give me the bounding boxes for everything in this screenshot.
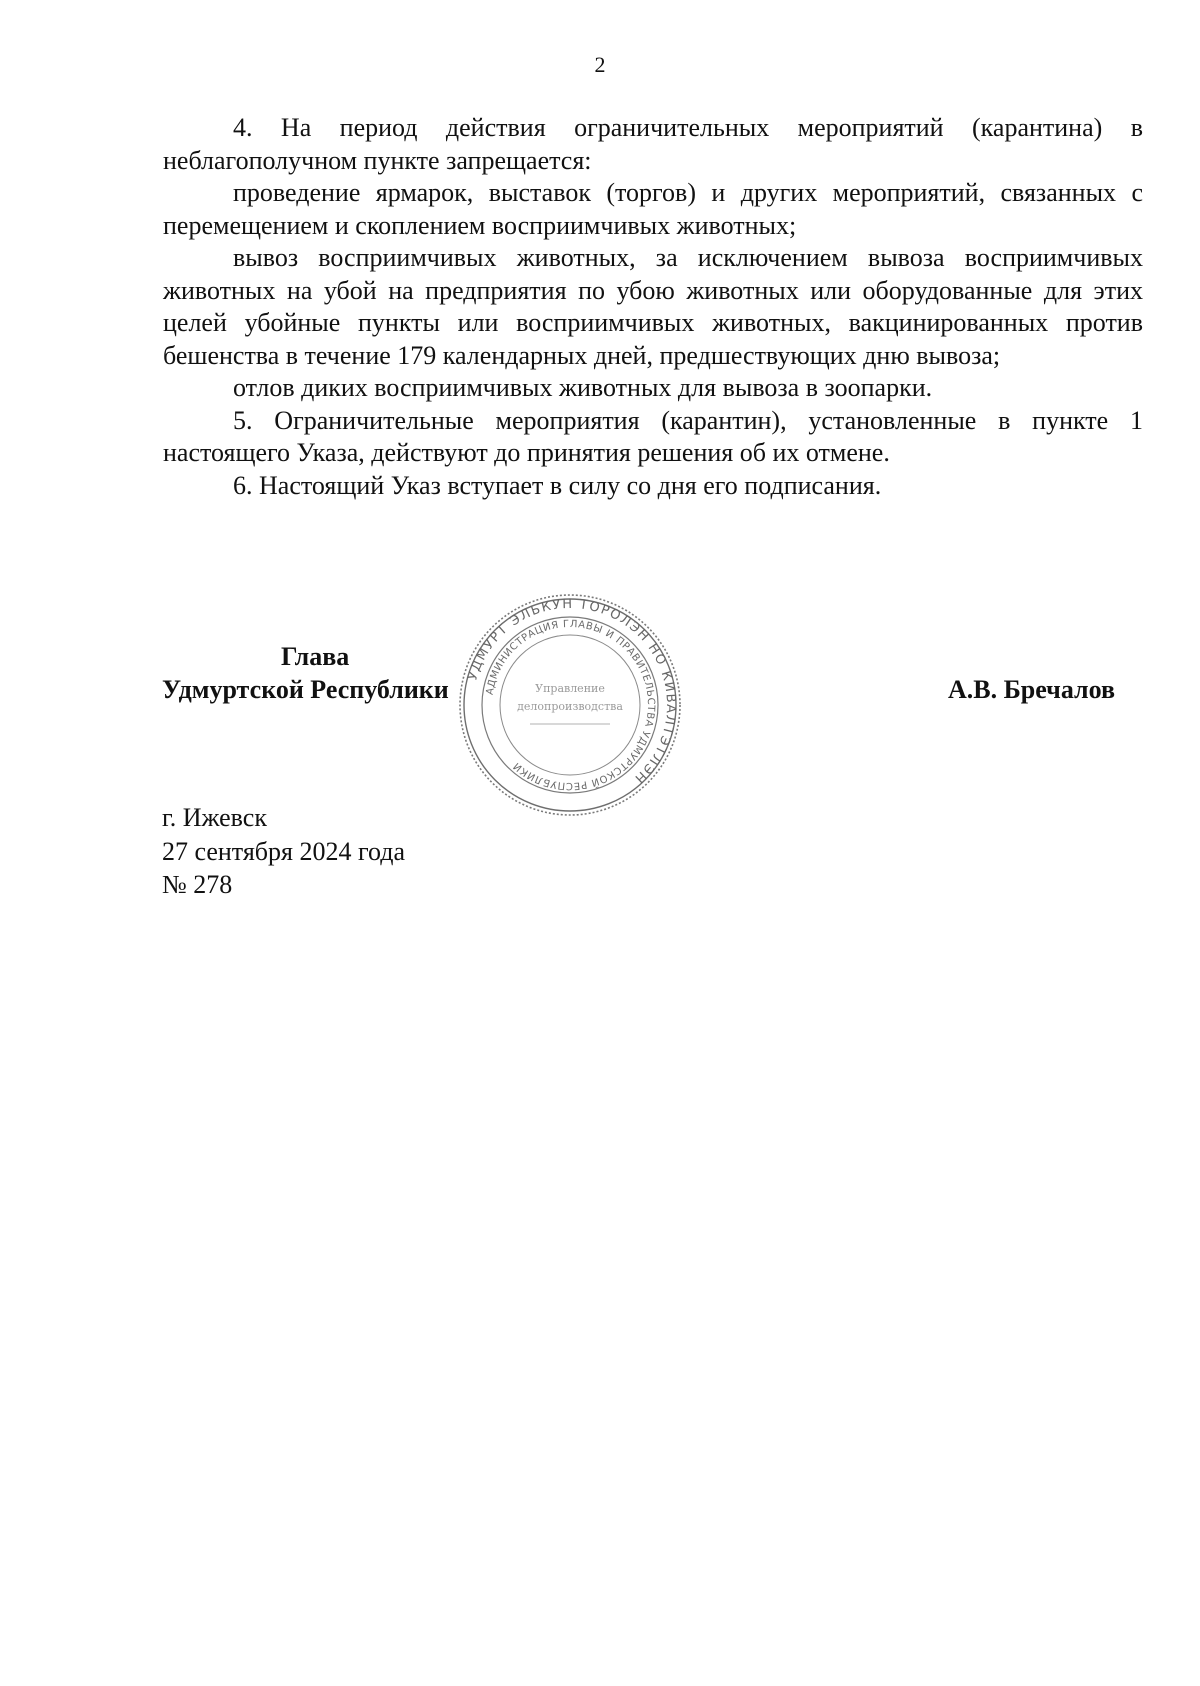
signatory-name: А.В. Бречалов: [948, 675, 1116, 704]
paragraph-item-6: 6. Настоящий Указ вступает в силу со дня его подписания.: [233, 470, 882, 500]
footer-date: 27 сентября 2024 года: [162, 837, 406, 866]
seal-inner-textpath: АДМИНИСТРАЦИЯ ГЛАВЫ И ПРАВИТЕЛЬСТВА УДМУРТСКОЙ РЕСПУБЛИКИ: [484, 618, 657, 792]
page-number: 2: [594, 52, 606, 77]
signatory-title-line1: Глава: [281, 642, 350, 671]
official-seal: [455, 590, 685, 820]
seal-center-line1: Управление: [535, 682, 605, 695]
paragraph-fairs-ban: проведение ярмарок, выставок (торгов) и других мероприятий, связанных с перемещением и скоплением восприимчивых животных;: [163, 178, 1143, 240]
signatory-title-line2: Удмуртской Республики: [162, 675, 449, 704]
footer-number: № 278: [162, 870, 233, 899]
seal-outer-textpath: УДМУРТ ЭЛЬКУН ТОРОЛЭН НО КИВАЛТЭТЛЭН: [465, 596, 679, 787]
paragraph-item-4: 4. На период действия ограничительных мероприятий (карантина) в неблагополучном пункте запрещается:: [163, 113, 1143, 175]
footer-city: г. Ижевск: [162, 803, 267, 832]
paragraph-item-5: 5. Ограничительные мероприятия (карантин), установленные в пункте 1 настоящего Указа, действуют до принятия решения об их отмене.: [163, 405, 1143, 467]
decree-body: [163, 112, 1143, 502]
paragraph-export-ban: вывоз восприимчивых животных, за исключением вывоза восприимчивых животных на убой на предприятия по убою животных или оборудованные для этих целей убойные пункты или восприимчивых животных, вакцинированных против бешенства в течение 179 календарных дней, предшествующих дню вывоза;: [163, 243, 1143, 370]
paragraph-capture-ban: отлов диких восприимчивых животных для вывоза в зоопарки.: [233, 373, 933, 402]
seal-center-line2: делопроизводства: [517, 700, 623, 713]
